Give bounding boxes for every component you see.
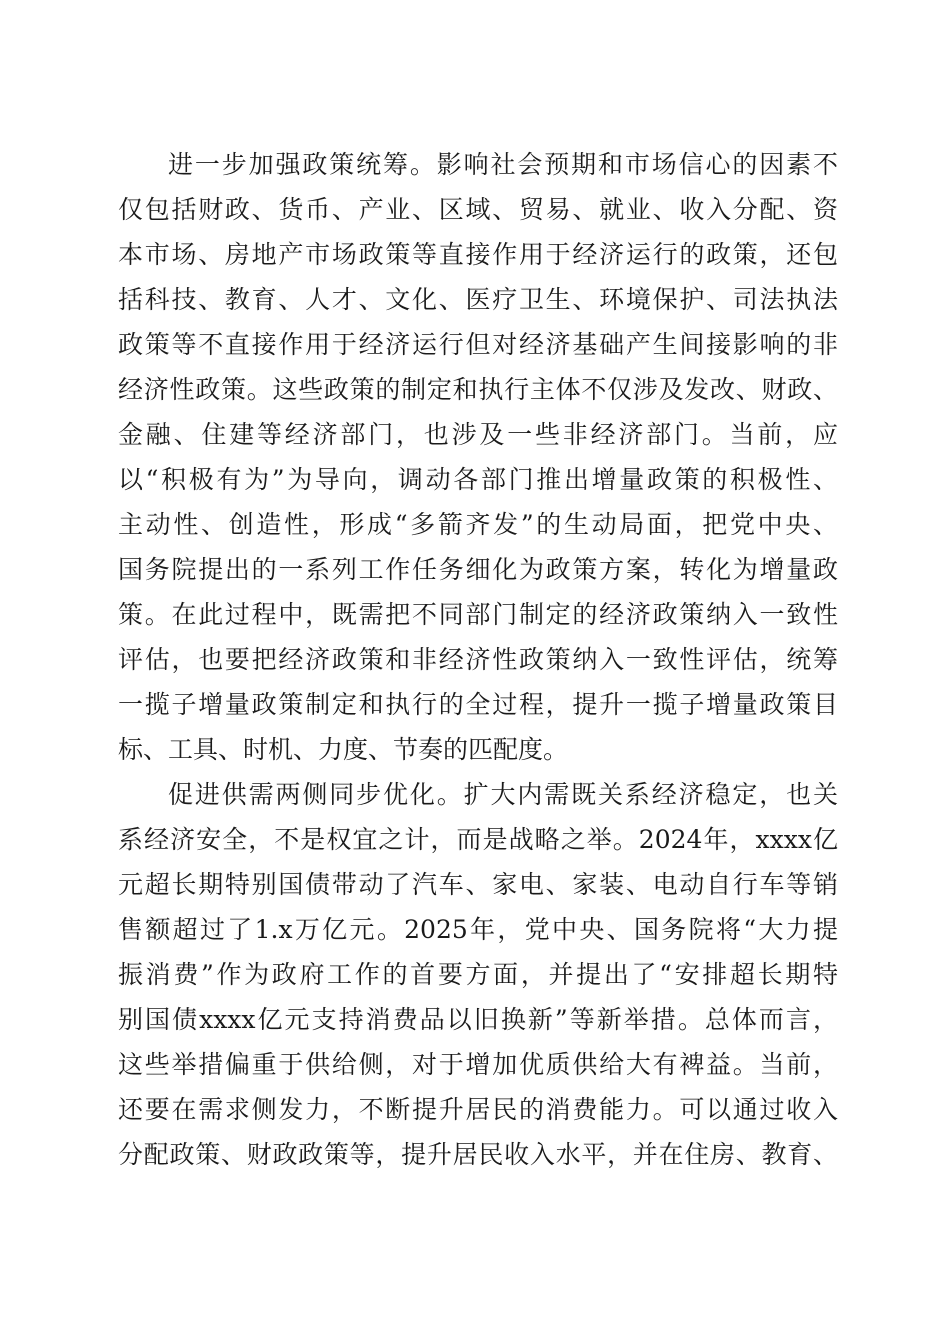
paragraph-line: 仅包括财政、货币、产业、区域、贸易、就业、收入分配、资 (118, 195, 838, 224)
paragraph-line: 政策等不直接作用于经济运行但对经济基础产生间接影响的非 (118, 330, 838, 359)
paragraph-line: 标、工具、时机、力度、节奏的匹配度。 (118, 735, 569, 764)
paragraph-line: 售额超过了1.x万亿元。2025年，党中央、国务院将“大力提 (118, 915, 838, 944)
paragraph-line: 系经济安全，不是权宜之计，而是战略之举。2024年，xxxx亿 (118, 825, 838, 854)
paragraph-line: 进一步加强政策统筹。影响社会预期和市场信心的因素不 (168, 150, 838, 179)
paragraph-line: 主动性、创造性，形成“多箭齐发”的生动局面，把党中央、 (118, 510, 838, 539)
paragraph-line: 别国债xxxx亿元支持消费品以旧换新”等新举措。总体而言， (118, 1005, 838, 1034)
paragraph-line: 评估，也要把经济政策和非经济性政策纳入一致性评估，统筹 (118, 645, 838, 674)
document-body (118, 142, 838, 1177)
paragraph-line: 振消费”作为政府工作的首要方面，并提出了“安排超长期特 (118, 960, 838, 989)
paragraph-line: 策。在此过程中，既需把不同部门制定的经济政策纳入一致性 (118, 600, 838, 629)
paragraph-supply-demand (118, 772, 838, 1177)
paragraph-line: 经济性政策。这些政策的制定和执行主体不仅涉及发改、财政、 (118, 375, 838, 404)
paragraph-line: 以“积极有为”为导向，调动各部门推出增量政策的积极性、 (118, 465, 838, 494)
paragraph-line: 金融、住建等经济部门，也涉及一些非经济部门。当前，应 (118, 420, 838, 449)
paragraph-line: 分配政策、财政政策等，提升居民收入水平，并在住房、教育、 (118, 1140, 838, 1169)
paragraph-line: 促进供需两侧同步优化。扩大内需既关系经济稳定，也关 (168, 780, 838, 809)
paragraph-line: 国务院提出的一系列工作任务细化为政策方案，转化为增量政 (118, 555, 838, 584)
paragraph-line: 括科技、教育、人才、文化、医疗卫生、环境保护、司法执法 (118, 285, 838, 314)
paragraph-line: 还要在需求侧发力，不断提升居民的消费能力。可以通过收入 (118, 1095, 838, 1124)
paragraph-line: 本市场、房地产市场政策等直接作用于经济运行的政策，还包 (118, 240, 838, 269)
paragraph-line: 这些举措偏重于供给侧，对于增加优质供给大有裨益。当前， (118, 1050, 838, 1079)
paragraph-line: 一揽子增量政策制定和执行的全过程，提升一揽子增量政策目 (118, 690, 838, 719)
paragraph-line: 元超长期特别国债带动了汽车、家电、家装、电动自行车等销 (118, 870, 838, 899)
paragraph-policy-coordination (118, 142, 838, 772)
